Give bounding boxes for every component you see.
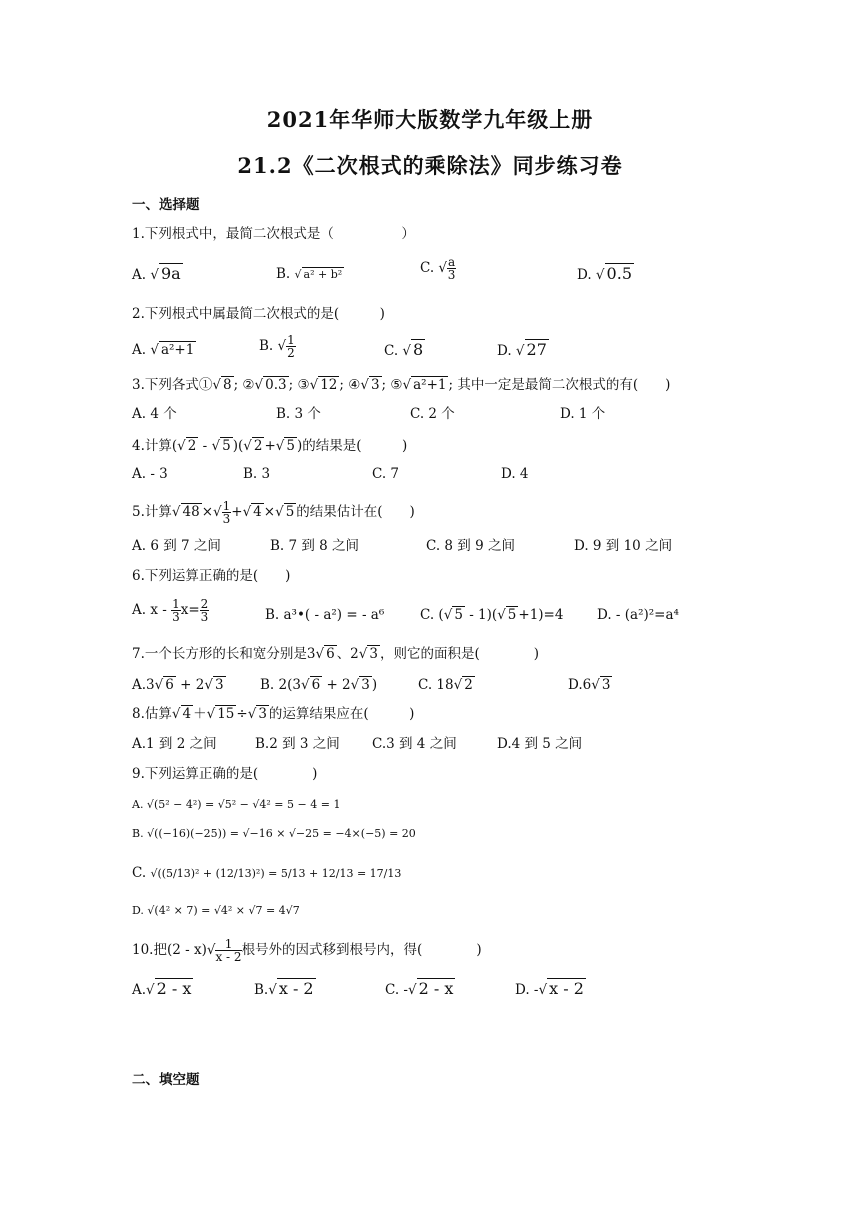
q4-option-b: B. 3	[243, 466, 271, 482]
q5-stem: 5.计算√ 48 ×√ $\frac{1}{3}$ +√ 4 ×√ 5 的结果估计在( )	[132, 499, 415, 526]
q1-option-a: A. √ 9a	[132, 264, 181, 283]
q2-option-c: C. √ 8	[384, 340, 424, 359]
q9-option-b: B. √((−16)(−25)) = √−16 × √−25 = −4×(−5) = 20	[132, 827, 416, 840]
q10-stem: 10.把(2 - x)√ $\frac{1}{x - 2}$ 根号外的因式移到根号内，得( )	[132, 937, 482, 964]
q10-option-c: C. -√ 2 - x	[385, 979, 454, 998]
q10-option-d: D. -√ x - 2	[515, 979, 584, 998]
q6-option-d: D. - (a²)²=a⁴	[597, 607, 679, 623]
q2-option-b: B. √ $\frac{1}{2}$	[259, 333, 295, 360]
q3-stem: 3.下列各式①√ 8 ; ②√ 0.3 ; ③√ 12 ; ④√ 3 ; ⑤√ a²+1 ; 其中一定是最简二次根式的有( )	[132, 377, 671, 393]
doc-title: 2021年华师大版数学九年级上册	[266, 107, 594, 132]
q2-option-d: D. √ 27	[497, 340, 547, 359]
q1-option-c: C. √ $\frac{a}{3}$	[420, 255, 456, 282]
q9-option-a: A. √(5² − 4²) = √5² − √4² = 5 − 4 = 1	[132, 798, 341, 811]
section-heading-fill: 二、填空题	[132, 1072, 200, 1088]
q8-stem: 8.估算√ 4 ＋√ 15 ÷√ 3 的运算结果应在( )	[132, 706, 415, 722]
q1-stem: 1.下列根式中，最简二次根式是（ ）	[132, 226, 415, 242]
q6-option-a: A. x - $\frac{1}{3}$ x= $\frac{2}{3}$	[132, 597, 209, 624]
q8-option-a: A.1 到 2 之间	[132, 736, 217, 752]
q5-option-c: C. 8 到 9 之间	[426, 538, 515, 554]
q4-option-d: D. 4	[501, 466, 529, 482]
q2-option-a: A. √ a²+1	[132, 342, 195, 358]
q1-option-d: D. √ 0.5	[577, 264, 632, 283]
doc-subtitle: 21.2《二次根式的乘除法》同步练习卷	[237, 153, 623, 178]
q8-option-d: D.4 到 5 之间	[497, 736, 583, 752]
q9-option-d: D. √(4² × 7) = √4² × √7 = 4√7	[132, 904, 300, 917]
q7-option-d: D.6√ 3	[568, 677, 611, 693]
q8-option-c: C.3 到 4 之间	[372, 736, 457, 752]
q7-stem: 7.一个长方形的长和宽分别是3√ 6 、2√ 3 ，则它的面积是( )	[132, 646, 540, 662]
q7-option-b: B. 2(3√ 6 + 2√ 3 )	[260, 677, 378, 693]
q3-option-a: A. 4 个	[132, 406, 177, 422]
section-heading-choice: 一、选择题	[132, 197, 200, 213]
q1-option-b: B. √ a² + b²	[276, 266, 343, 282]
q7-option-a: A.3√ 6 + 2√ 3	[132, 677, 224, 693]
q7-option-c: C. 18√ 2	[418, 677, 473, 693]
q6-option-c: C. (√ 5 - 1)(√ 5 +1)=4	[420, 607, 564, 623]
q6-stem: 6.下列运算正确的是( )	[132, 568, 291, 584]
q4-option-c: C. 7	[372, 466, 400, 482]
q4-option-a: A. - 3	[132, 466, 168, 482]
q6-option-b: B. a³•( - a²) = - a⁶	[265, 607, 385, 623]
q2-stem: 2.下列根式中属最简二次根式的是( )	[132, 306, 385, 322]
q10-option-a: A.√ 2 - x	[132, 979, 192, 998]
q5-option-a: A. 6 到 7 之间	[132, 538, 221, 554]
q10-option-b: B.√ x - 2	[254, 979, 314, 998]
q9-option-c: C. √((5/13)² + (12/13)²) = 5/13 + 12/13 = 17/13	[132, 865, 402, 881]
q4-stem: 4.计算(√ 2 - √ 5 )(√ 2 +√ 5 )的结果是( )	[132, 438, 408, 454]
q3-option-d: D. 1 个	[560, 406, 606, 422]
q8-option-b: B.2 到 3 之间	[255, 736, 340, 752]
q9-stem: 9.下列运算正确的是( )	[132, 766, 318, 782]
q5-option-b: B. 7 到 8 之间	[270, 538, 360, 554]
q3-option-c: C. 2 个	[410, 406, 455, 422]
q5-option-d: D. 9 到 10 之间	[574, 538, 673, 554]
q3-option-b: B. 3 个	[276, 406, 321, 422]
